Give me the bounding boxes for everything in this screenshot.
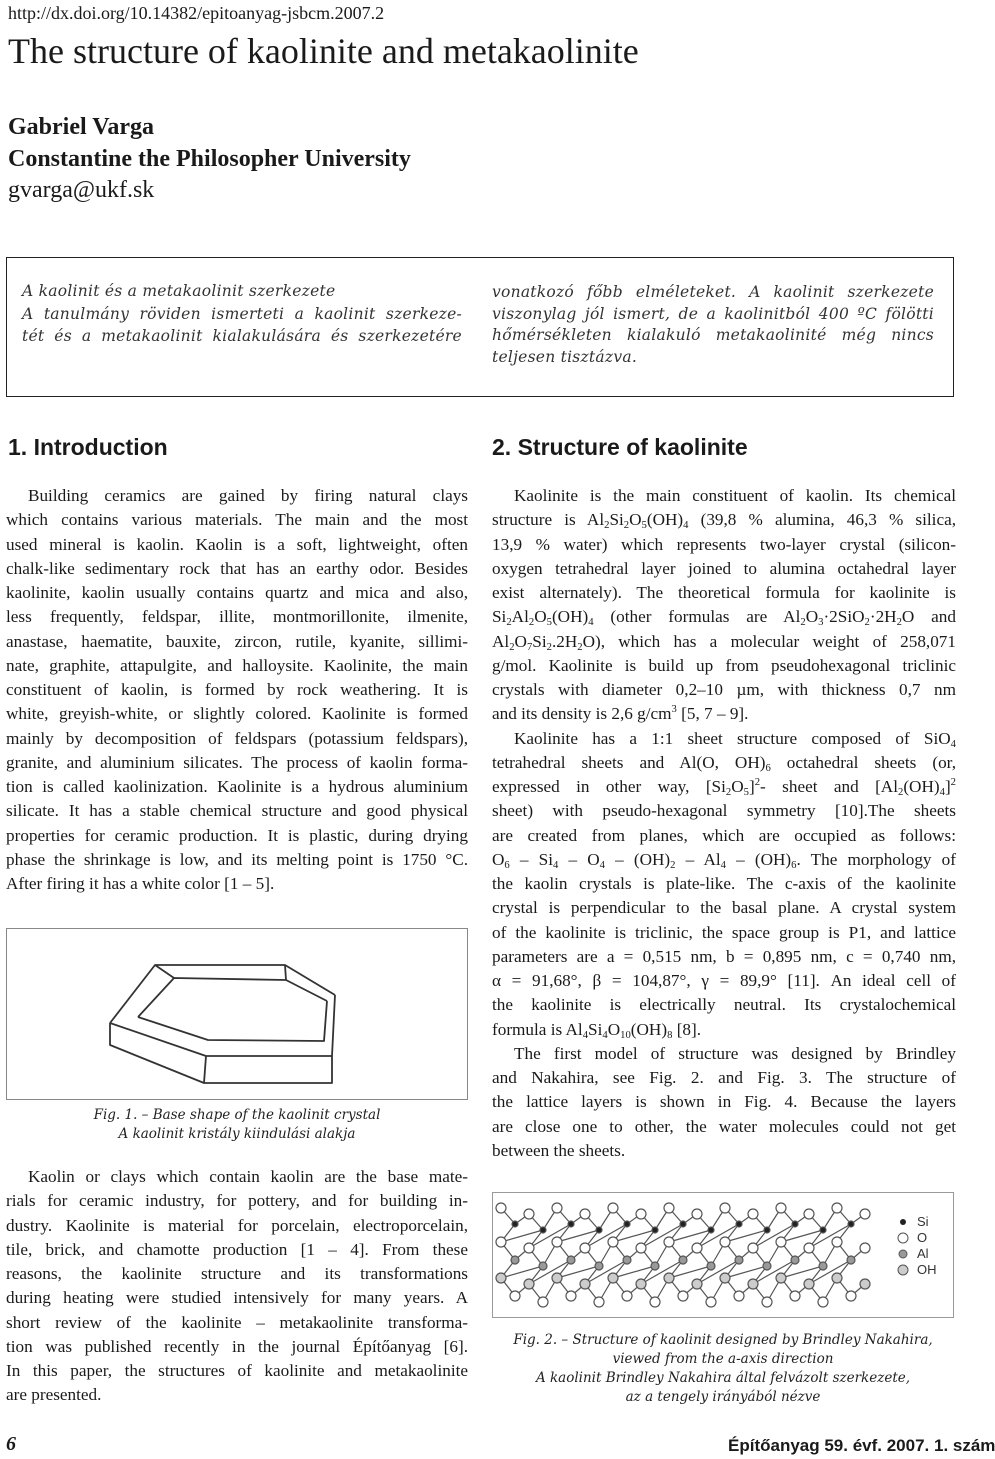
legend-oh-marker [898,1265,908,1275]
text-line: Kaolin or clays which contain kaolin are the base mate- [28,1167,468,1186]
subscript: 2 [725,787,732,798]
legend-o-marker [898,1233,908,1243]
legend-oh-label: OH [917,1262,937,1277]
text-run: are close one to other, the water molecules could not get [492,1116,956,1136]
atom-bond [529,1260,571,1284]
text-run: of the kaolinite is triclinic, the space group is P1, and lattice [492,922,956,942]
atom-bond [697,1224,739,1248]
abstract-title: A kaolinit és a metakaolinit szerkezete [22,282,336,300]
atom [762,1297,772,1307]
text-line: constituent of kaolin, is formed by rock weathering. It is [6,680,468,699]
text-run: (OH) [630,1019,668,1039]
text-run: the lattice layers is shown in Fig. 4. Because the layers [492,1092,956,1112]
text-line [492,1090,956,1114]
subscript: 5 [546,617,552,629]
intro-paragraph-1 [6,484,468,896]
caption-line: viewed from the a-axis direction [612,1351,834,1367]
atom-bond [697,1260,739,1284]
subscript: 6 [791,859,797,871]
text-line: After firing it has a white color [1 – 5]. [6,874,275,893]
text-line: during heating were studied intensively for many years. A [6,1288,468,1308]
text-run: the kaolin crystals is plate-like. The c-axis of the kaolinite [492,874,956,893]
text-line [492,654,956,678]
atom [567,1256,575,1264]
text-line: In this paper, the structures of kaolinite and metakaolinite [6,1361,468,1380]
text-line [492,630,956,654]
atom-bond [669,1266,711,1278]
text-run: ] [748,777,755,796]
atom [580,1279,590,1289]
superscript: 2 [754,777,761,788]
section-heading-structure-of-kaolinite: 2. Structure of kaolinite [492,434,748,460]
atom [678,1291,688,1301]
author-affiliation: Constantine the Philosopher University [8,146,411,172]
atom [595,1262,603,1270]
atom [524,1243,534,1253]
atom-bond [725,1230,767,1242]
atom-bond [669,1230,711,1242]
brindley-nakahira-structure-drawing [493,1193,953,1317]
subscript: 4 [720,859,726,871]
atom-bond [501,1230,543,1242]
subscript: 7 [526,641,533,653]
atom [819,1262,827,1270]
text-run: O [514,631,527,651]
caption-line: A kaolinit kristály kiindulási alakja [118,1126,356,1142]
text-run: O [492,849,505,869]
text-run: Kaolinite is the main constituent of kaolin. Its chemical [514,486,956,505]
atom [860,1209,870,1219]
text-run: oxygen tetrahedral layer joined to alumina octahedral layer [492,558,956,578]
text-line [492,1042,956,1066]
atom [596,1227,602,1233]
text-line: anastase, haematite, bauxite, zircon, rutile, kyanite, sillimi- [6,631,468,651]
atom [692,1209,702,1219]
doi-link[interactable]: http://dx.doi.org/10.14382/epitoanyag-jsbcm.2007.2 [8,3,385,23]
atom [820,1227,826,1233]
text-run: parameters are a = 0,515 nm, b = 0,895 nm, c = 0,740 nm, [492,946,956,966]
atom [552,1203,562,1213]
caption-line: A kaolinit Brindley Nakahira által felvázolt szerkezete, [535,1370,911,1386]
atom [608,1273,618,1283]
text-run: ] [944,777,951,796]
atom-bond [585,1260,627,1284]
atom [664,1237,674,1247]
abstract-line: A tanulmány röviden ismerteti a kaolinit szerkeze- [22,305,462,323]
text-run: expressed in other way, [Si [492,777,726,796]
atom [832,1273,842,1283]
atom-bond [781,1230,823,1242]
subscript: 2 [506,617,512,629]
text-run: – (OH) [604,849,671,869]
text-run: – Si [509,849,553,869]
subscript: 8 [667,1029,673,1041]
atom [636,1209,646,1219]
atom-bond [557,1266,599,1278]
text-run: – O [558,849,600,869]
text-run: crystal is perpendicular to the basal plane. A crystal system [492,898,956,918]
subscript: 4 [939,787,945,798]
text-run: ·2SiO [823,607,865,627]
text-line [492,921,956,945]
text-run: (other formulas are Al [593,607,801,627]
text-run: crystals with diameter 0,2–10 µm, with thickness 0,7 nm [492,680,956,699]
abstract-line: tét és a metakaolinit kialakulására és szerkezetére [22,326,462,345]
atom [748,1279,758,1289]
legend-si-label: Si [917,1214,929,1229]
text-line: chalk-like sedimentary rock that has an earthy odor. Besides [6,558,468,578]
caption-line: Fig. 2. – Structure of kaolinit designed by Brindley Nakahira, [513,1332,933,1348]
atom [524,1209,534,1219]
text-run: [8]. [672,1019,702,1039]
text-run: The first model of structure was designed by Brindley [514,1043,956,1063]
atom-bond [641,1224,683,1248]
text-run: and Nakahira, see Fig. 2. and Fig. 3. The structure of [492,1068,956,1087]
atom-bond [585,1224,627,1248]
intro-paragraph-2 [6,1165,468,1408]
text-line: are presented. [6,1385,102,1405]
text-run: Si [609,510,624,530]
text-line: dustry. Kaolinite is material for porcelain, electroporcelain, [6,1215,468,1235]
subscript: 4 [950,738,956,750]
text-line [492,484,956,508]
atom-network [496,1203,870,1307]
atom [510,1291,520,1301]
figure-1-caption [6,1106,468,1144]
text-run: O [731,777,744,796]
abstract-line: hőmérsékleten kialakuló metakaolinité még nincs [492,326,934,344]
text-run: Si [532,631,547,651]
atom [496,1203,506,1213]
atom-legend [898,1214,937,1277]
atom [538,1297,548,1307]
text-run: 13,9 % water) which represents two-layer crystal (silicon- [492,534,956,554]
text-line: Building ceramics are gained by firing natural clays [28,486,468,505]
atom [566,1291,576,1301]
text-run: Al [511,607,529,627]
subscript: 2 [577,641,583,653]
text-line [492,581,956,605]
text-line: which contains various materials. The main and the most [6,510,468,530]
atom [720,1273,730,1283]
text-run: the kaolinite is electrically neutral. Its crystalochemical [492,995,956,1015]
atom [524,1279,534,1289]
text-run: . The morphology of [796,849,956,869]
subscript: 2 [896,617,902,629]
text-run: (OH) [551,607,589,627]
text-run: sheet) with pseudo-hexagonal symmetry [10].The sheets [492,801,956,821]
text-line [492,824,956,848]
text-line [492,702,956,726]
text-run: O [805,607,819,627]
subscript: 4 [683,520,689,532]
page-number: 6 [6,1433,16,1455]
atom [776,1237,786,1247]
text-line [492,751,956,775]
text-run: O [607,1019,621,1039]
atom [652,1227,658,1233]
legend-o-label: O [917,1230,928,1245]
text-line [492,533,956,557]
kaolinite-crystal-drawing [100,945,380,1095]
text-run: Si [492,607,507,627]
text-line: less frequently, feldspar, illite, montmorillonite, ilmenite, [6,607,468,627]
text-run: exist alternately). The theoretical formula for kaolinite is [492,583,956,602]
atom-bond [613,1230,655,1242]
text-line [492,993,956,1017]
atom [708,1227,714,1233]
atom [847,1256,855,1264]
text-run: – Al [675,849,721,869]
superscript: 2 [950,777,956,788]
legend-al-label: Al [917,1246,929,1261]
atom [804,1279,814,1289]
atom-bond [613,1266,655,1278]
text-run: (OH) [646,510,684,530]
text-run: O [629,510,642,530]
superscript: 3 [671,704,677,716]
atom [540,1227,546,1233]
atom [636,1243,646,1253]
text-line [492,872,956,896]
atom-bond [781,1266,823,1278]
atom [734,1291,744,1301]
atom [608,1237,618,1247]
text-run: structure is Al [492,510,605,530]
atom-bond [809,1260,851,1284]
atom [650,1297,660,1307]
subscript: 2 [546,641,552,653]
text-line [492,896,956,920]
text-line [492,508,956,532]
atom [848,1221,854,1227]
atom-bond [809,1224,851,1248]
atom [846,1291,856,1301]
atom [860,1243,870,1253]
text-line [492,848,956,872]
text-line: phase the shrinkage is low, and its melting point is 1750 °C. [6,849,468,869]
subscript: 2 [670,859,676,871]
subscript: 5 [743,787,749,798]
atom [511,1256,519,1264]
text-run: g/mol. Kaolinite is build up from pseudohexagonal triclinic [492,655,956,675]
atom [804,1209,814,1219]
atom [776,1273,786,1283]
text-line: white, greyish-white, or slightly colored. Kaolinite is formed [6,704,468,724]
atom [735,1256,743,1264]
text-line: kaolinite, kaolin usually contains quartz and mica and also, [6,583,468,602]
text-line [492,1139,956,1163]
atom [818,1297,828,1307]
atom [664,1203,674,1213]
text-line: tion was published recently in the journal Építőanyag [6]. [6,1336,468,1356]
atom [692,1243,702,1253]
text-run: .2H [551,631,578,651]
atom [792,1221,798,1227]
subscript: 4 [599,859,605,871]
figure-2-caption [492,1331,954,1407]
text-line [492,799,956,823]
atom [706,1297,716,1307]
text-run: O [534,607,547,627]
text-run: Kaolinite has a 1:1 sheet structure composed of SiO [514,728,951,748]
text-run: (OH) [903,777,940,796]
atom [623,1256,631,1264]
text-line: tile, brick, and chamotte production [1 – 4]. From these [6,1239,468,1259]
text-run: O), which has a molecular weight of 258,071 [582,631,956,651]
atom [791,1256,799,1264]
atom [512,1221,518,1227]
atom [763,1262,771,1270]
kaolinite-structure-text [492,484,956,1163]
author-name: Gabriel Varga [8,114,155,140]
legend-si-marker [900,1219,906,1225]
text-run: and its density is 2,6 g/cm [492,704,672,724]
journal-footer: Építőanyag 59. évf. 2007. 1. szám [728,1436,995,1455]
atom [552,1237,562,1247]
subscript: 4 [582,1029,589,1041]
atom [636,1279,646,1289]
atom [764,1227,770,1233]
atom-bond [529,1224,571,1248]
subscript: 2 [864,617,870,629]
atom [580,1243,590,1253]
atom [776,1203,786,1213]
atom [832,1203,842,1213]
text-line: properties for ceramic production. It is plastic, during drying [6,825,468,845]
subscript: 6 [765,762,771,774]
text-line: reasons, the kaolinite structure and its transformations [6,1264,468,1283]
atom-bond [557,1230,599,1242]
atom [651,1262,659,1270]
legend-al-marker [899,1250,907,1258]
subscript: 10 [620,1029,631,1041]
text-line [492,1018,956,1042]
atom [790,1291,800,1301]
text-line: silicate. It has a stable chemical structure and good physical [6,801,468,821]
atom-bond [725,1266,767,1278]
subscript: 6 [504,859,510,871]
text-line [492,969,956,993]
subscript: 2 [623,520,630,532]
text-line [492,678,956,702]
caption-line: az a tengely irányából nézve [625,1389,821,1405]
subscript: 2 [604,520,610,532]
section-heading-introduction: 1. Introduction [8,434,168,460]
atom [720,1237,730,1247]
atom [496,1273,506,1283]
text-line [492,775,956,799]
atom [580,1209,590,1219]
subscript: 5 [641,520,647,532]
atom [720,1203,730,1213]
text-run: between the sheets. [492,1140,626,1160]
atom [736,1221,742,1227]
atom-bond [641,1260,683,1284]
text-run: are created from planes, which are occupied as follows: [492,825,956,845]
paper-title: The structure of kaolinite and metakaolinite [8,31,639,71]
text-run: (39,8 % alumina, 46,3 % silica, [688,510,956,530]
text-run: [5, 7 – 9]. [676,704,749,724]
author-email[interactable]: gvarga@ukf.sk [8,177,155,203]
abstract-line: teljesen tisztázva. [492,347,637,366]
text-line [492,727,956,751]
atom [552,1273,562,1283]
text-line [492,557,956,581]
atom [664,1273,674,1283]
text-line: rials for ceramic industry, for pottery, and for building in- [6,1191,468,1211]
atom [679,1256,687,1264]
atom-bond [753,1224,795,1248]
text-line [492,945,956,969]
atom [624,1221,630,1227]
text-run: formula is Al [492,1019,583,1039]
atom [568,1221,574,1227]
caption-line: Fig. 1. – Base shape of the kaolinit crystal [93,1107,381,1123]
atom [594,1297,604,1307]
text-line: nate, graphite, attapulgite, and halloysite. Kaolinite, the main [6,655,468,675]
atom [622,1291,632,1301]
abstract-line: viszonylag jól ismert, de a kaolinitból 400 ºC fölötti [492,304,934,323]
atom [608,1203,618,1213]
text-line: mainly by decomposition of feldspars (potassium feldspars), [6,728,468,748]
text-run: O and [901,607,956,627]
subscript: 4 [588,617,594,629]
text-line: used mineral is kaolin. Kaolin is a soft, lightweight, often [6,534,468,554]
atom [748,1209,758,1219]
text-line [492,1115,956,1139]
text-line: short review of the kaolinite – metakaolinite transforma- [6,1312,468,1332]
subscript: 4 [553,859,559,871]
text-line [492,1066,956,1090]
subscript: 3 [818,617,824,629]
atom [860,1279,870,1289]
atom [692,1279,702,1289]
atom [496,1237,506,1247]
abstract-right-column [492,282,934,368]
atom [539,1262,547,1270]
subscript: 2 [509,641,515,653]
text-run: octahedral sheets (or, [770,752,957,772]
text-run: ·2H [869,607,897,627]
text-run: Si [588,1019,603,1039]
text-line: tion is called kaolinization. Kaolinite is a hydrous aluminium [6,777,468,796]
atom [680,1221,686,1227]
abstract-line: vonatkozó főbb elméleteket. A kaolinit szerkezete [492,283,934,301]
subscript: 2 [898,787,904,798]
atom-bond [501,1266,543,1278]
text-run: - sheet and [Al [760,777,898,796]
text-run: α = 91,68°, β = 104,87°, γ = 89,9° [11]. An ideal cell of [492,971,956,990]
subscript: 4 [602,1029,608,1041]
subscript: 2 [528,617,535,629]
abstract-left-column [22,304,462,347]
subscript: 2 [800,617,806,629]
text-line [492,605,956,629]
text-run: Al [492,631,510,651]
atom [804,1243,814,1253]
text-run: tetrahedral sheets and Al(O, OH) [492,752,766,772]
atom [748,1243,758,1253]
text-run: – (OH) [725,849,792,869]
atom [707,1262,715,1270]
atom-bond [753,1260,795,1284]
atom [832,1237,842,1247]
text-line: granite, and aluminium silicates. The process of kaolin forma- [6,752,468,772]
